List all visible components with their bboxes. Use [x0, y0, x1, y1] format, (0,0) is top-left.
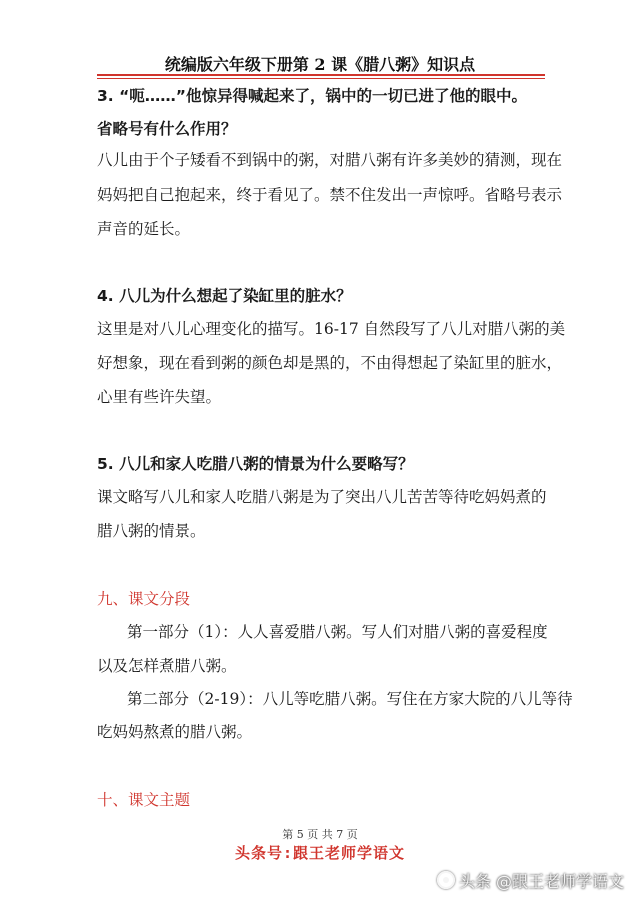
answer-3-line-1: 八儿由于个子矮看不到锅中的粥，对腊八粥有许多美妙的猜测，现在 — [97, 151, 563, 169]
answer-3-line-3: 声音的延长。 — [97, 220, 191, 238]
section-10-title: 十、课文主题 — [97, 791, 191, 809]
section-9-title: 九、课文分段 — [97, 590, 191, 608]
watermark-logo-icon — [437, 871, 455, 889]
question-5: 5. 八儿和家人吃腊八粥的情景为什么要略写？ — [97, 455, 414, 473]
answer-4-line-3: 心里有些许失望。 — [97, 388, 222, 406]
answer-5-line-1: 课文略写八儿和家人吃腊八粥是为了突出八儿苦苦等待吃妈妈煮的 — [97, 488, 547, 506]
watermark — [437, 868, 624, 892]
footer-page-info: 第 5 页 共 7 页 — [282, 828, 358, 841]
part-1-line-1: 第一部分（1）：人人喜爱腊八粥。写人们对腊八粥的喜爱程度 — [127, 623, 548, 641]
header-rule-thick — [97, 74, 545, 76]
answer-3-line-2: 妈妈把自己抱起来，终于看见了。禁不住发出一声惊呼。省略号表示 — [97, 186, 563, 204]
question-3-line-2: 省略号有什么作用？ — [97, 120, 237, 138]
question-3-line-1: 3. “呃……”他惊异得喊起来了，锅中的一切已进了他的眼中。 — [97, 87, 527, 105]
part-2-line-2: 吃妈妈熬煮的腊八粥。 — [97, 723, 253, 741]
header-rule-thin — [97, 78, 545, 79]
answer-5-line-2: 腊八粥的情景。 — [97, 522, 206, 540]
answer-4-line-1: 这里是对八儿心理变化的描写。16-17 自然段写了八儿对腊八粥的美 — [97, 320, 566, 338]
answer-4-line-2: 好想象，现在看到粥的颜色却是黑的，不由得想起了染缸里的脏水， — [97, 354, 563, 372]
question-4: 4. 八儿为什么想起了染缸里的脏水？ — [97, 287, 352, 305]
page-header-title: 统编版六年级下册第 2 课《腊八粥》知识点 — [164, 55, 476, 74]
part-2-line-1: 第二部分（2-19）：八儿等吃腊八粥。写住在方家大院的八儿等待 — [127, 690, 573, 708]
part-1-line-2: 以及怎样煮腊八粥。 — [97, 657, 237, 675]
watermark-text: 头条 @跟王老师学语文 — [458, 871, 624, 891]
footer-brand: 头条号:跟王老师学语文 — [234, 844, 406, 862]
